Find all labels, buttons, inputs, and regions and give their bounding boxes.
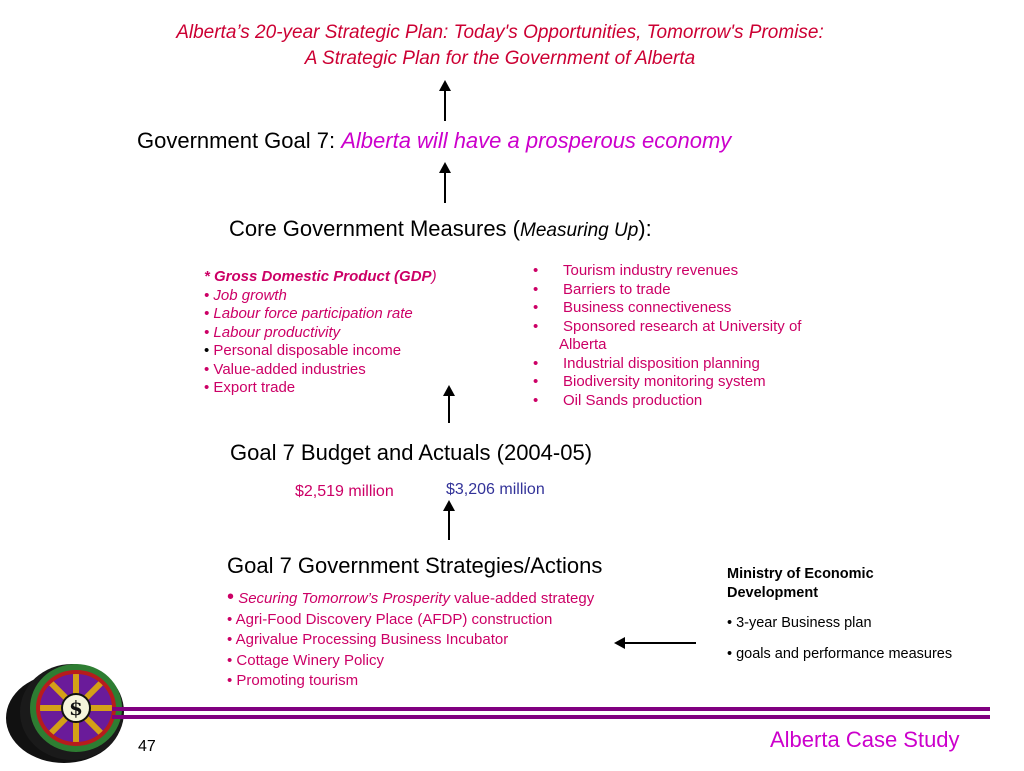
- study-title: Alberta Case Study: [770, 727, 960, 752]
- measures-heading: [229, 216, 652, 242]
- measures-right-list: [533, 262, 801, 410]
- ministry-block: [727, 565, 952, 664]
- budget-heading: Goal 7 Budget and Actuals (2004-05): [230, 440, 593, 465]
- goal-prefix: Government Goal 7:: [137, 128, 342, 153]
- list-item: • Agri-Food Discovery Place (AFDP) construction: [227, 610, 553, 628]
- list-item: • Value-added industries: [204, 360, 366, 378]
- list-item: • Tourism industry revenues: [533, 262, 739, 279]
- list-item: • Personal disposable income: [204, 342, 402, 359]
- measures-heading-italic: Measuring Up: [520, 220, 639, 241]
- plan-title-line2: A Strategic Plan for the Government of Alberta: [304, 48, 696, 69]
- list-item: • Labour force participation rate: [204, 305, 413, 322]
- measures-heading-suffix: ):: [638, 216, 652, 241]
- measures-left-list: [204, 268, 437, 398]
- arrow-up-icon: [448, 510, 450, 540]
- arrow-up-icon: [448, 395, 450, 423]
- goal-heading: [137, 128, 731, 154]
- footer-divider: [112, 715, 990, 719]
- list-item: • Barriers to trade: [533, 280, 671, 298]
- list-item: • Sponsored research at University of: [533, 317, 802, 335]
- list-item: • Agrivalue Processing Business Incubator: [227, 631, 509, 648]
- actual-value: $3,206 million: [446, 481, 545, 498]
- ministry-title-line2: Development: [727, 585, 819, 601]
- measures-heading-prefix: Core Government Measures (: [229, 216, 520, 241]
- list-item: • Promoting tourism: [227, 672, 359, 689]
- plan-title: [0, 20, 1000, 72]
- ministry-item: • goals and performance measures: [727, 646, 953, 662]
- list-item: • Job growth: [204, 286, 287, 304]
- budget-value: $2,519 million: [295, 483, 394, 500]
- list-item: • Export trade: [204, 379, 296, 396]
- ministry-title-line1: Ministry of Economic: [727, 566, 874, 582]
- list-item: • Oil Sands production: [533, 391, 703, 409]
- arrow-up-icon: [444, 172, 446, 203]
- list-item: • Securing Tomorrow’s Prosperity value-added strategy: [227, 586, 595, 608]
- svg-text:$: $: [69, 696, 83, 720]
- list-item: * Gross Domestic Product (GDP): [204, 268, 437, 285]
- arrow-left-icon: [624, 642, 696, 644]
- list-item: • Biodiversity monitoring system: [533, 373, 766, 390]
- list-item-continuation: Alberta: [559, 336, 607, 353]
- list-item: • Industrial disposition planning: [533, 354, 760, 372]
- footer-divider: [112, 707, 990, 711]
- list-item: • Business connectiveness: [533, 299, 732, 316]
- list-item: • Labour productivity: [204, 323, 341, 341]
- arrow-up-icon: [444, 90, 446, 121]
- goal-text: Alberta will have a prosperous economy: [341, 128, 732, 153]
- strategies-heading: Goal 7 Government Strategies/Actions: [227, 553, 603, 578]
- plan-title-line1: Alberta’s 20-year Strategic Plan: Today's Opportunities, Tomorrow's Promise:: [176, 22, 824, 43]
- ministry-item: • 3-year Business plan: [727, 615, 872, 631]
- page-number: 47: [138, 738, 156, 755]
- list-item: • Cottage Winery Policy: [227, 651, 384, 669]
- strategies-list: [227, 587, 594, 692]
